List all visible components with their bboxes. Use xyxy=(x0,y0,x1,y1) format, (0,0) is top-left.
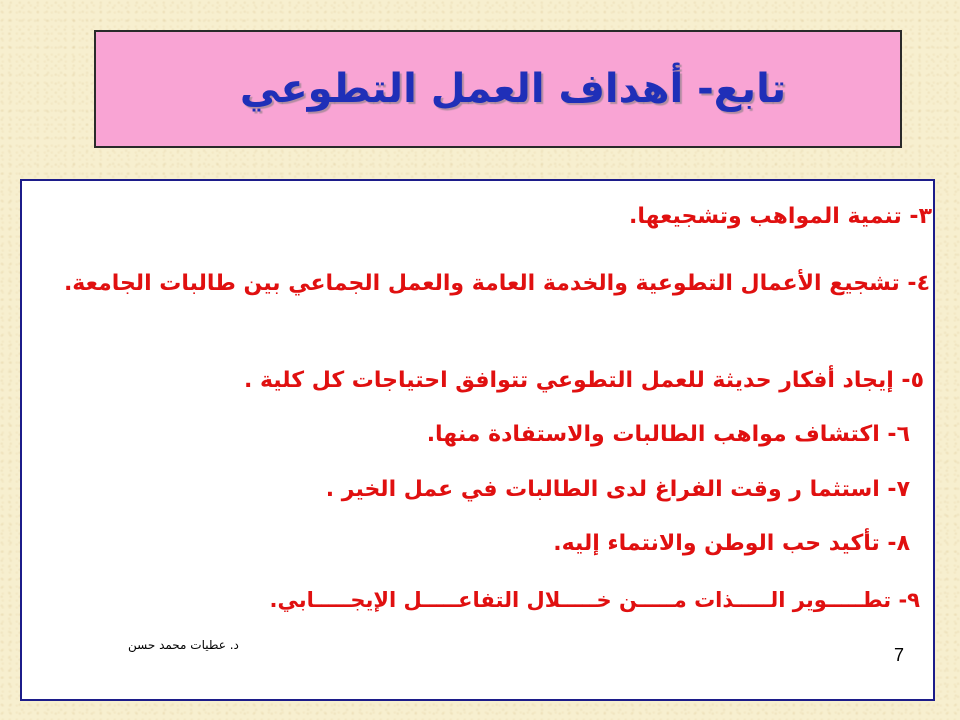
goal-item-6: ٦- اكتشاف مواهب الطالبات والاستفادة منها. xyxy=(426,422,910,447)
goal-item-8: ٨- تأكيد حب الوطن والانتماء إليه. xyxy=(553,531,910,556)
goal-item-9: ٩- تطـــــوير الـــــذات مـــــن خـــــلال التفاعـــــل الإيجـــــابي. xyxy=(269,588,920,612)
goal-item-4: ٤- تشجيع الأعمال التطوعية والخدمة العامة والعمل الجماعي بين طالبات الجامعة. xyxy=(63,271,930,296)
goal-item-3: ٣- تنمية المواهب وتشجيعها. xyxy=(628,204,932,229)
slide-title: تابع- أهداف العمل التطوعي xyxy=(239,66,787,112)
title-box xyxy=(94,30,902,148)
goal-item-7: ٧- استثما ر وقت الفراغ لدى الطالبات في عمل الخير . xyxy=(325,477,910,502)
author-name: د. عطيات محمد حسن xyxy=(128,638,239,652)
goal-item-5: ٥- إيجاد أفكار حديثة للعمل التطوعي تتوافق احتياجات كل كلية . xyxy=(243,368,924,393)
page-number: 7 xyxy=(894,645,905,665)
